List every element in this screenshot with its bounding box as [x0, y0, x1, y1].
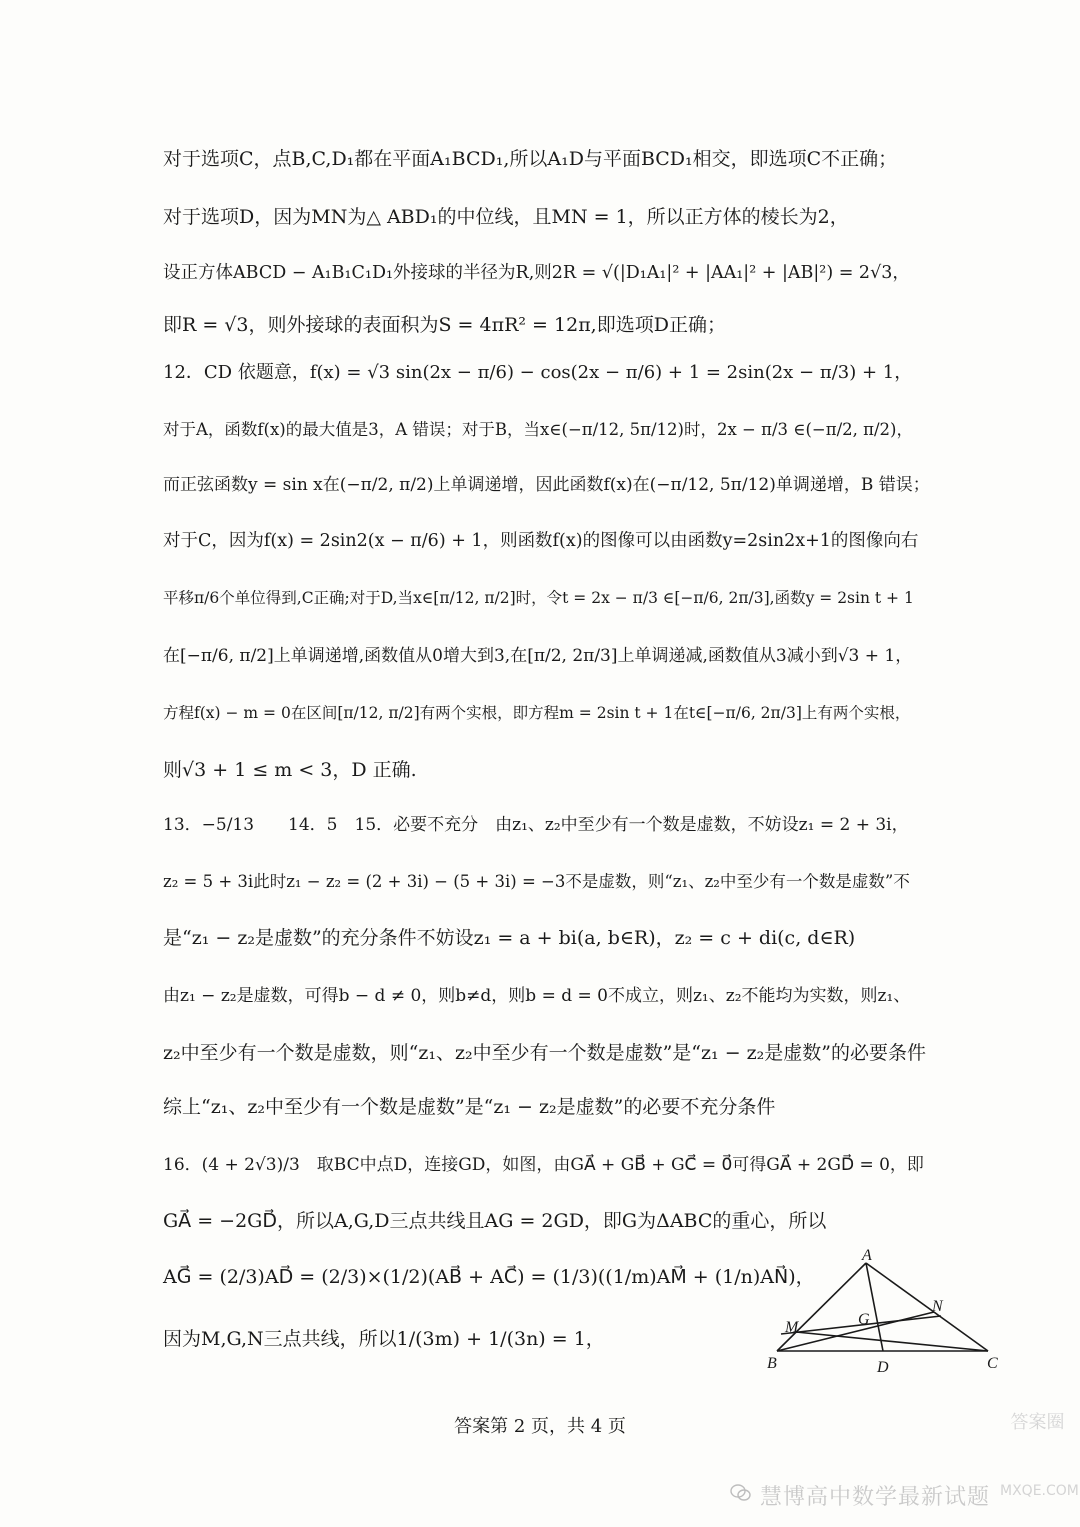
watermark-logo-text: 答案圈: [1010, 1412, 1065, 1433]
page-footer: 答案第 2 页，共 4 页: [454, 1416, 626, 1437]
label-b: B: [767, 1355, 777, 1372]
text-line: z₂ = 5 + 3i此时z₁ − z₂ = (2 + 3i) − (5 + 3i) = −3不是虚数，则“z₁、z₂中至少有一个数是虚数”不: [163, 872, 910, 891]
text-line: 12．CD 依题意，f(x) = √3 sin(2x − π/6) − cos(2x − π/6) + 1 = 2sin(2x − π/3) + 1，: [163, 362, 913, 383]
text-line: 即R = √3，则外接球的表面积为S = 4πR² = 12π,即选项D正确；: [163, 314, 726, 336]
text-line: 对于C，因为f(x) = 2sin2(x − π/6) + 1，则函数f(x)的图像可以由函数y=2sin2x+1的图像向右: [163, 531, 919, 551]
label-g: G: [858, 1311, 870, 1328]
segment-cm: [796, 1332, 988, 1351]
text-line: 设正方体ABCD − A₁B₁C₁D₁外接球的半径为R,则2R = √(|D₁A₁|² + |AA₁|² + |AB|²) = 2√3，: [163, 263, 910, 283]
wechat-icon: [730, 1484, 752, 1502]
text-line: 对于A，函数f(x)的最大值是3，A 错误；对于B，当x∈(−π/12, 5π/12)时，2x − π/3 ∈(−π/2, π/2)，: [163, 420, 913, 439]
text-line: 13．−5/13 14．5 15．必要不充分 由z₁、z₂中至少有一个数是虚数，不妨设z₁ = 2 + 3i，: [163, 815, 909, 835]
text-line: GA⃗ = −2GD⃗，所以A,G,D三点共线且AG = 2GD，即G为ΔABC的重心，所以: [163, 1210, 827, 1232]
text-line: 综上“z₁、z₂中至少有一个数是虚数”是“z₁ − z₂是虚数”的必要不充分条件: [163, 1096, 776, 1118]
label-c: C: [987, 1355, 998, 1372]
triangle-diagram: [765, 1248, 1005, 1378]
watermark-logo: [1000, 1410, 1079, 1520]
segment-ad: [866, 1263, 883, 1351]
label-m: M: [785, 1319, 799, 1336]
text-line: z₂中至少有一个数是虚数，则“z₁、z₂中至少有一个数是虚数”是“z₁ − z₂是虚数”的必要条件: [163, 1042, 926, 1064]
text-line: 则√3 + 1 ≤ m < 3，D 正确.: [163, 759, 417, 781]
text-line: 对于选项D，因为MN为△ ABD₁的中位线，且MN = 1，所以正方体的棱长为2，: [163, 206, 849, 228]
text-line: 在[−π/6, π/2]上单调递增,函数值从0增大到3,在[π/2, 2π/3]上单调递减,函数值从3减小到√3 + 1，: [163, 646, 913, 666]
label-n: N: [932, 1298, 943, 1315]
text-line: 是“z₁ − z₂是虚数”的充分条件不妨设z₁ = a + bi(a, b∈R)，z₂ = c + di(c, d∈R): [163, 927, 856, 949]
watermark-account: 慧博高中数学最新试题: [760, 1485, 991, 1510]
watermark-site: MXQE.COM: [1000, 1483, 1079, 1499]
text-line: 因为M,G,N三点共线，所以1/(3m) + 1/(3n) = 1，: [163, 1328, 605, 1350]
text-line: 16．(4 + 2√3)/3 取BC中点D，连接GD，如图，由GA⃗ + GB⃗ + GC⃗ = 0⃗可得GA⃗ + 2GD⃗ = 0，即: [163, 1155, 924, 1175]
text-line: 对于选项C，点B,C,D₁都在平面A₁BCD₁,所以A₁D与平面BCD₁相交，即选项C不正确；: [163, 148, 898, 170]
label-d: D: [877, 1359, 889, 1376]
segment-ac: [866, 1263, 988, 1351]
label-a: A: [862, 1248, 872, 1264]
text-line: 方程f(x) − m = 0在区间[π/12, π/2]有两个实根，即方程m = 2sin t + 1在t∈[−π/6, 2π/3]上有两个实根，: [163, 704, 911, 722]
text-line: 而正弦函数y = sin x在(−π/2, π/2)上单调递增，因此函数f(x)在(−π/12, 5π/12)单调递增，B 错误；: [163, 475, 930, 495]
text-line: AG⃗ = (2/3)AD⃗ = (2/3)×(1/2)(AB⃗ + AC⃗) = (1/3)((1/m)AM⃗ + (1/n)AN⃗)，: [163, 1266, 815, 1288]
text-line: 由z₁ − z₂是虚数，可得b − d ≠ 0，则b≠d，则b = d = 0不成立，则z₁、z₂不能均为实数，则z₁、: [163, 986, 911, 1006]
text-line: 平移π/6个单位得到,C正确;对于D,当x∈[π/12, π/2]时，令t = 2x − π/3 ∈[−π/6, 2π/3],函数y = 2sin t + 1: [163, 589, 914, 607]
